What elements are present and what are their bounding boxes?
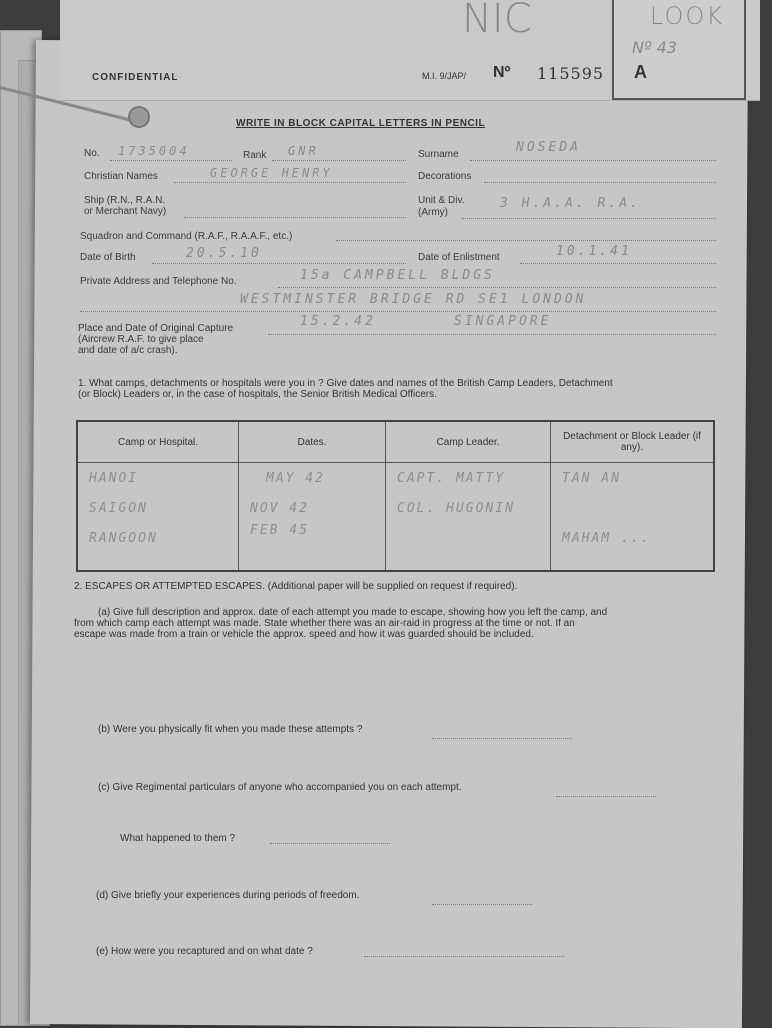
q2-e-line bbox=[364, 956, 564, 957]
q1-text-2: (or Block) Leaders or, in the case of hospitals, the Senior British Medical Officers. bbox=[78, 389, 437, 400]
christian-names-value: GEORGE HENRY bbox=[210, 166, 333, 180]
camp-column bbox=[77, 463, 239, 572]
capture-label-3: and date of a/c crash). bbox=[78, 345, 178, 356]
q2-b-line bbox=[432, 738, 572, 739]
q2-e: (e) How were you recaptured and on what date ? bbox=[96, 946, 313, 957]
header-dates: Dates. bbox=[239, 421, 386, 463]
camp-entry: HANOI bbox=[89, 471, 139, 486]
leader-entry bbox=[387, 524, 549, 554]
decorations-line bbox=[484, 182, 716, 183]
camp-table-header bbox=[77, 421, 714, 463]
header-camp-leader: Camp Leader. bbox=[386, 421, 551, 463]
christian-names-line bbox=[174, 182, 406, 183]
confidential-label: CONFIDENTIAL bbox=[92, 72, 179, 83]
camp-table bbox=[76, 420, 715, 572]
q2-d: (d) Give briefly your experiences during periods of freedom. bbox=[96, 890, 360, 901]
leader-column bbox=[386, 463, 551, 572]
q2-c-line bbox=[556, 796, 656, 797]
date-entry: MAY 42 bbox=[266, 471, 325, 486]
handwritten-look: LOOK bbox=[650, 2, 725, 30]
number-prefix: Nº bbox=[493, 64, 511, 81]
q2-a-line-3: escape was made from a train or vehicle the approx. speed and how it was guarded should be included. bbox=[74, 629, 534, 640]
form-number: 115595 bbox=[537, 64, 605, 83]
detachment-column bbox=[551, 463, 715, 572]
capture-line bbox=[268, 334, 716, 335]
q2-c-sub-line bbox=[270, 843, 390, 844]
capture-label-1: Place and Date of Original Capture bbox=[78, 323, 234, 334]
handwritten-nic: NIC bbox=[462, 0, 532, 42]
q2-a-line-1: (a) Give full description and approx. date of each attempt you made to escape, showing how you left the camp, and bbox=[98, 607, 608, 618]
q2-b: (b) Were you physically fit when you made these attempts ? bbox=[98, 724, 363, 735]
no-value: 1735004 bbox=[118, 144, 190, 158]
capture-place: SINGAPORE bbox=[454, 314, 552, 329]
ship-label-1: Ship (R.N., R.A.N. bbox=[84, 195, 166, 206]
address-line-2 bbox=[80, 311, 716, 312]
address-value-1: 15a CAMPBELL BLDGS bbox=[300, 268, 495, 283]
leader-entry: COL. HUGONIN bbox=[397, 501, 515, 516]
no-label: No. bbox=[84, 148, 100, 159]
q2-c: (c) Give Regimental particulars of anyone who accompanied you on each attempt. bbox=[98, 782, 462, 793]
decorations-label: Decorations bbox=[418, 171, 472, 182]
dates-column bbox=[239, 463, 386, 572]
detachment-entry bbox=[552, 494, 712, 524]
unit-label-1: Unit & Div. bbox=[418, 195, 465, 206]
rank-line bbox=[272, 160, 406, 161]
unit-line bbox=[462, 218, 716, 219]
q1-text-1: 1. What camps, detachments or hospitals were you in ? Give dates and names of the British Camp Leaders, Detachment bbox=[78, 378, 613, 389]
date-entry: NOV 42 bbox=[250, 501, 309, 516]
capture-label-2: (Aircrew R.A.F. to give place bbox=[78, 334, 204, 345]
detachment-entry: MAHAM ... bbox=[562, 531, 651, 546]
dob-line bbox=[152, 263, 406, 264]
date-entry: FEB 45 bbox=[250, 523, 309, 538]
ship-line bbox=[184, 217, 406, 218]
capture-date: 15.2.42 bbox=[300, 314, 376, 329]
camp-table-body bbox=[77, 463, 714, 572]
no-line bbox=[110, 160, 232, 161]
unit-value: 3 H.A.A. R.A. bbox=[500, 196, 641, 211]
q2-title: 2. ESCAPES OR ATTEMPTED ESCAPES. (Additional paper will be supplied on request if required). bbox=[74, 581, 518, 592]
enlistment-value: 10.1.41 bbox=[556, 244, 632, 259]
squadron-label: Squadron and Command (R.A.F., R.A.A.F., etc.) bbox=[80, 231, 293, 242]
surname-value: NOSEDA bbox=[516, 140, 581, 155]
rank-value: GNR bbox=[288, 144, 319, 158]
ship-label-2: or Merchant Navy) bbox=[84, 206, 167, 217]
q2-a-line-2: from which camp each attempt was made. State whether there was an air-raid in progress at the time or not. If an bbox=[74, 618, 575, 629]
dob-label: Date of Birth bbox=[80, 252, 136, 263]
address-value-2: WESTMINSTER BRIDGE RD SE1 LONDON bbox=[240, 292, 587, 307]
q2-d-line bbox=[432, 904, 532, 905]
header-camp: Camp or Hospital. bbox=[77, 421, 239, 463]
dob-value: 20.5.10 bbox=[186, 246, 262, 261]
camp-entry: RANGOON bbox=[89, 531, 158, 546]
enlistment-label: Date of Enlistment bbox=[418, 252, 500, 263]
instruction-heading: WRITE IN BLOCK CAPITAL LETTERS IN PENCIL bbox=[236, 118, 486, 129]
leader-entry: CAPT. MATTY bbox=[397, 471, 506, 486]
address-label: Private Address and Telephone No. bbox=[80, 276, 237, 287]
unit-label-2: (Army) bbox=[418, 207, 448, 218]
stamp-box bbox=[612, 0, 746, 100]
punch-hole bbox=[128, 106, 150, 128]
q2-c-sub: What happened to them ? bbox=[120, 833, 236, 844]
address-line-1 bbox=[278, 287, 716, 288]
detachment-entry: TAN AN bbox=[562, 471, 621, 486]
handwritten-box-number: Nº 43 bbox=[632, 38, 677, 57]
header-detachment: Detachment or Block Leader (if any). bbox=[551, 421, 715, 463]
rank-label: Rank bbox=[243, 150, 267, 161]
stamp-letter: A bbox=[634, 62, 647, 82]
surname-line bbox=[470, 160, 716, 161]
squadron-line bbox=[336, 240, 716, 241]
form-reference: M.I. 9/JAP/ bbox=[422, 71, 467, 81]
enlistment-line bbox=[520, 263, 716, 264]
camp-entry: SAIGON bbox=[89, 501, 148, 516]
surname-label: Surname bbox=[418, 149, 459, 160]
christian-names-label: Christian Names bbox=[84, 171, 158, 182]
